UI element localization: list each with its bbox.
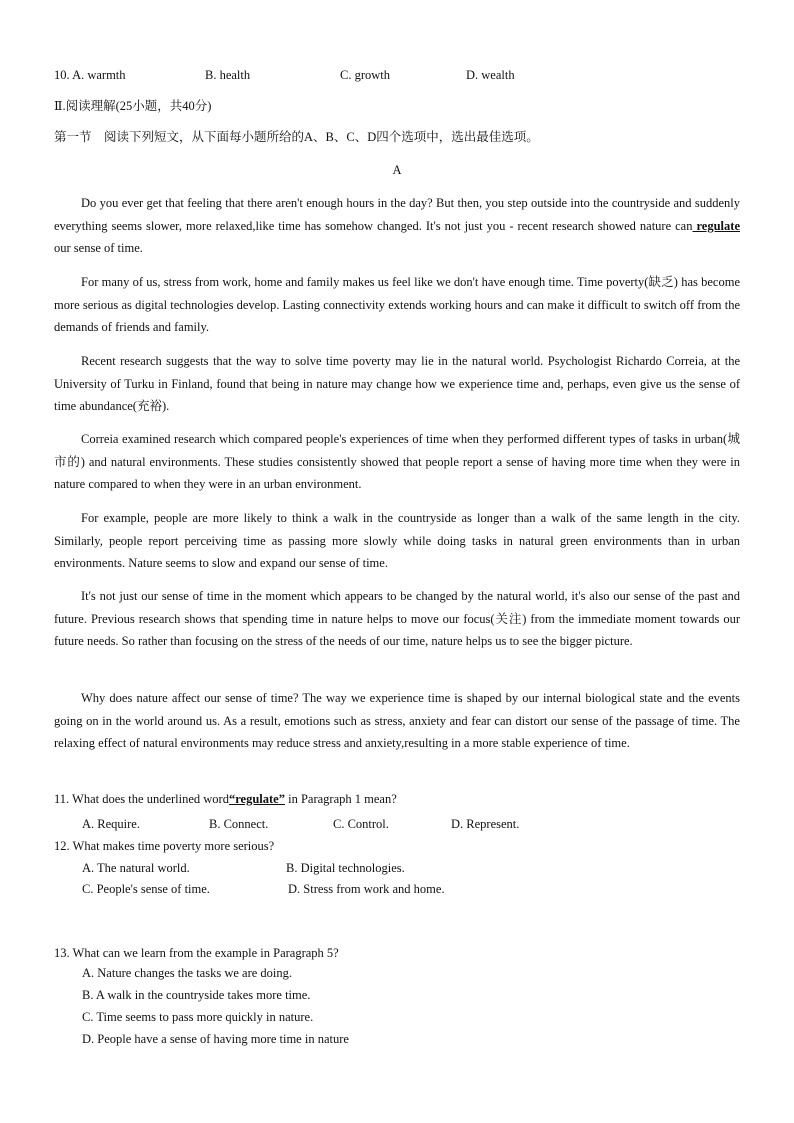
q11-option-d: D. Represent.: [451, 817, 520, 831]
q13-option-c: C. Time seems to pass more quickly in nature.: [82, 1010, 314, 1024]
section-heading: Ⅱ.阅读理解(25小题，共40分): [54, 99, 212, 113]
q11-option-b: B. Connect.: [209, 817, 269, 831]
q13-option-d: D. People have a sense of having more time in nature: [82, 1032, 349, 1046]
paragraph-5: For example, people are more likely to think a walk in the countryside as longer than a walk of the same length in the city. Similarly, people report perceiving time as passing more slowly while doing tasks in natural green environments than in urban environments. Nature seems to slow and expand our sense of time.: [54, 511, 740, 571]
q13-option-b: B. A walk in the countryside takes more time.: [82, 988, 311, 1002]
q13-stem: 13. What can we learn from the example in Paragraph 5?: [54, 946, 339, 960]
passage-label: A: [392, 163, 402, 177]
q10-option-d: D. wealth: [466, 68, 515, 82]
paragraph-1: Do you ever get that feeling that there aren't enough hours in the day? But then, you step outside into the countryside and suddenly everything seems slower, more relaxed,like time has somehow changed. It's not just you - recent research showed nature can regulate our sense of time.: [54, 196, 740, 256]
q10-option-a: 10. A. warmth: [54, 68, 126, 82]
paragraph-2: For many of us, stress from work, home and family makes us feel like we don't have enough time. Time poverty(缺乏) has become more serious as digital technologies develop. Lasting connectivity extends working hours and can make it difficult to switch off from the demands of friends and family.: [54, 275, 740, 335]
section-instruction: 第一节 阅读下列短文，从下面每小题所给的A、B、C、D四个选项中，选出最佳选项。: [54, 130, 539, 144]
q10-number: 10.: [54, 68, 70, 82]
q12-option-b: B. Digital technologies.: [286, 861, 405, 875]
q13-option-a: A. Nature changes the tasks we are doing.: [82, 966, 292, 980]
q10-option-b: B. health: [205, 68, 251, 82]
underlined-word-regulate: regulate: [692, 218, 740, 233]
paragraph-3: Recent research suggests that the way to solve time poverty may lie in the natural world. Psychologist Richardo Correia, at the University of Turku in Finland, found that being in nature may change how we experience time and, perhaps, even give us the sense of time abundance(充裕).: [54, 354, 740, 414]
q11-stem: 11. What does the underlined word“regulate” in Paragraph 1 mean?: [54, 792, 397, 806]
q11-option-c: C. Control.: [333, 817, 389, 831]
q12-stem: 12. What makes time poverty more serious?: [54, 839, 275, 853]
q11-keyword: “regulate”: [228, 792, 285, 806]
paragraph-7: Why does nature affect our sense of time? The way we experience time is shaped by our internal biological state and the events going on in the world around us. As a result, emotions such as stress, anxiety and fear can distort our sense of the passage of time. The relaxing effect of natural environments may reduce stress and anxiety,resulting in a more stable experience of time.: [54, 691, 740, 751]
q12-option-a: A. The natural world.: [82, 861, 190, 875]
q12-option-d: D. Stress from work and home.: [288, 882, 445, 896]
q11-option-a: A. Require.: [82, 817, 140, 831]
paragraph-6: It's not just our sense of time in the moment which appears to be changed by the natural world, it's also our sense of the past and future. Previous research shows that spending time in nature helps to move our focus(关注) from the immediate moment towards our future needs. So rather than focusing on the stress of the needs of our time, nature helps us to see the bigger picture.: [54, 589, 740, 649]
paragraph-4: Correia examined research which compared people's experiences of time when they performed different types of tasks in urban(城市的) and natural environments. These studies consistently showed that people report a sense of having more time when they were in nature compared to when they were in an urban environment.: [54, 432, 740, 492]
q12-option-c: C. People's sense of time.: [82, 882, 210, 896]
q10-option-c: C. growth: [340, 68, 390, 82]
